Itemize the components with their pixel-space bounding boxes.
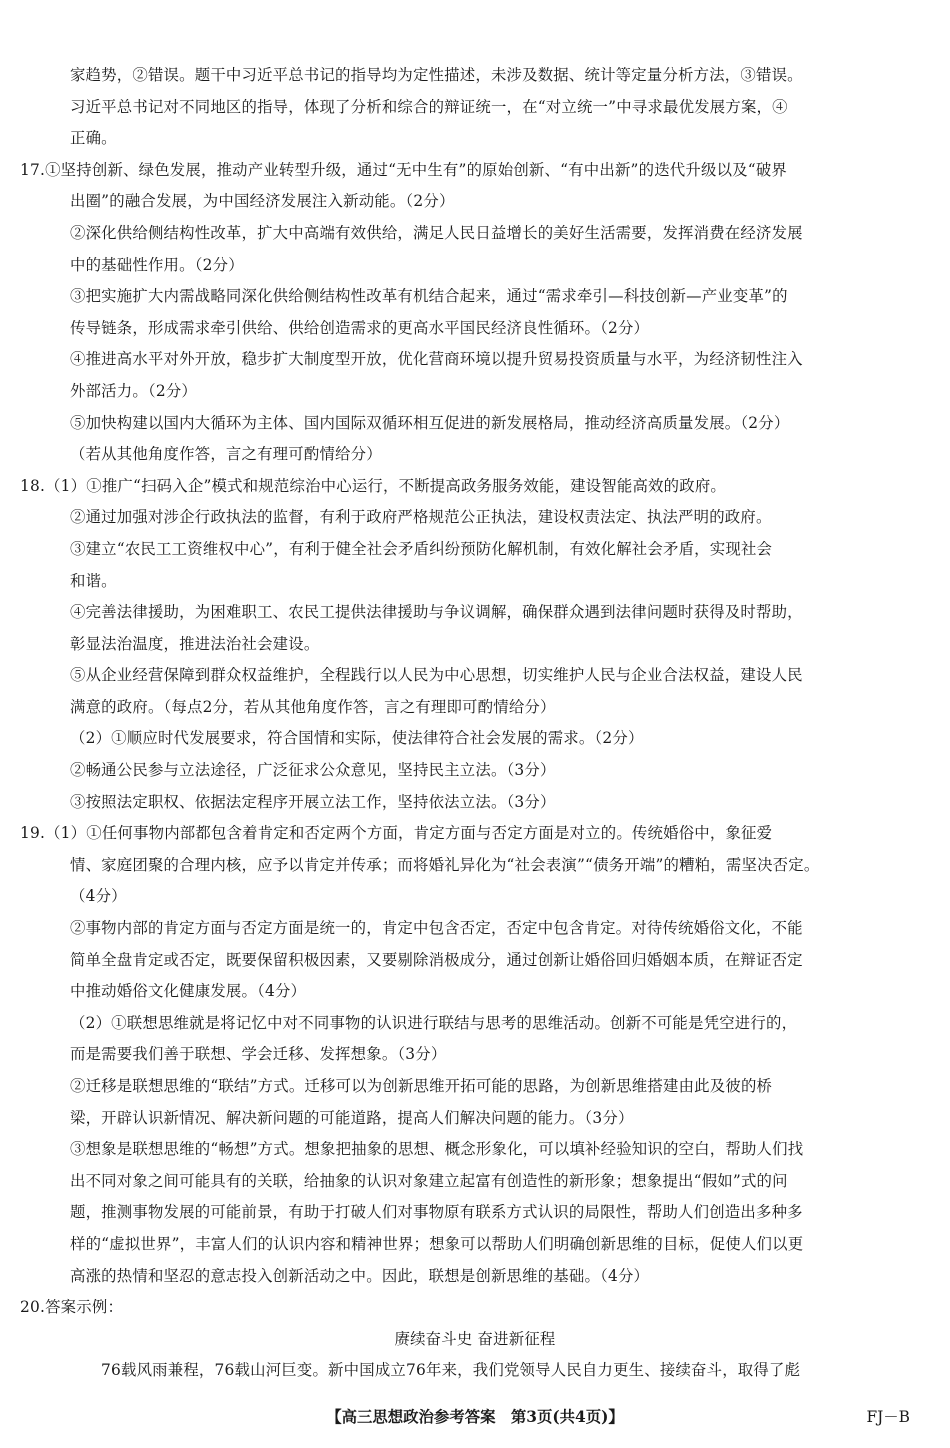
text-line: 出不同对象之间可能具有的关联，给抽象的认识对象建立起富有创造性的新形象；想象提出“假如”式的问 — [70, 1171, 788, 1190]
text-line: 而是需要我们善于联想、学会迁移、发挥想象。（3分） — [70, 1045, 447, 1064]
text-line: 19.（1）①任何事物内部都包含着肯定和否定两个方面，肯定方面与否定方面是对立的。传统婚俗中，象征爱 — [20, 824, 773, 843]
text-line: 高涨的热情和坚忍的意志投入创新活动之中。因此，联想是创新思维的基础。（4分） — [70, 1266, 650, 1285]
text-line: 习近平总书记对不同地区的指导，体现了分析和综合的辩证统一，在“对立统一”中寻求最优发展方案，④ — [70, 97, 788, 116]
text-line: （2）①联想思维就是将记忆中对不同事物的认识进行联结与思考的思维活动。创新不可能是凭空进行的， — [70, 1013, 798, 1032]
text-line: ②迁移是联想思维的“联结”方式。迁移可以为创新思维开拓可能的思路，为创新思维搭建由此及彼的桥 — [70, 1077, 773, 1095]
text-line: ②畅通公民参与立法途径，广泛征求公众意见，坚持民主立法。（3分） — [70, 761, 556, 780]
text-line: 赓续奋斗史 奋进新征程 — [394, 1329, 556, 1348]
text-line: 样的“虚拟世界”，丰富人们的认识内容和精神世界；想象可以帮助人们明确创新思维的目标，促使人们以更 — [70, 1234, 804, 1253]
text-line: 简单全盘肯定或否定，既要保留积极因素，又要剔除消极成分，通过创新让婚俗回归婚姻本质，在辩证否定 — [70, 950, 803, 969]
text-line: 76载风雨兼程，76载山河巨变。新中国成立76年来，我们党领导人民自力更生、接续奋斗，取得了彪 — [101, 1361, 801, 1380]
footer-code: FJ－B — [866, 1408, 910, 1426]
text-line: （若从其他角度作答，言之有理可酌情给分） — [70, 445, 382, 464]
answer-body — [0, 60, 950, 1387]
text-line: ②通过加强对涉企行政执法的监督，有利于政府严格规范公正执法，建设权责法定、执法严明的政府。 — [70, 508, 772, 527]
text-line: ③按照法定职权、依据法定程序开展立法工作，坚持依法立法。（3分） — [70, 792, 556, 811]
text-line: 20.答案示例： — [20, 1298, 124, 1317]
text-line: 中推动婚俗文化健康发展。（4分） — [70, 982, 307, 1001]
text-line: 梁，开辟认识新情况、解决新问题的可能道路，提高人们解决问题的能力。（3分） — [70, 1108, 634, 1127]
text-line: 题，推测事物发展的可能前景，有助于打破人们对事物原有联系方式认识的局限性，帮助人们创造出多种多 — [70, 1203, 803, 1222]
text-line: ②事物内部的肯定方面与否定方面是统一的，肯定中包含否定，否定中包含肯定。对待传统婚俗文化，不能 — [70, 919, 803, 938]
text-line: ③把实施扩大内需战略同深化供给侧结构性改革有机结合起来，通过“需求牵引—科技创新—产业变革”的 — [70, 287, 788, 306]
text-line: 家趋势，②错误。题干中习近平总书记的指导均为定性描述，未涉及数据、统计等定量分析方法，③错误。 — [70, 66, 803, 84]
text-line: ②深化供给侧结构性改革，扩大中高端有效供给，满足人民日益增长的美好生活需要，发挥消费在经济发展 — [70, 223, 803, 242]
text-line: 中的基础性作用。（2分） — [70, 255, 244, 274]
text-line: ④推进高水平对外开放，稳步扩大制度型开放，优化营商环境以提升贸易投资质量与水平，为经济韧性注入 — [70, 350, 803, 369]
text-line: 彰显法治温度，推进法治社会建设。 — [70, 634, 320, 653]
text-line: 和谐。 — [70, 571, 117, 590]
text-line: ③想象是联想思维的“畅想”方式。想象把抽象的思想、概念形象化，可以填补经验知识的空白，帮助人们找 — [70, 1140, 804, 1159]
text-line: 18.（1）①推广“扫码入企”模式和规范综治中心运行，不断提高政务服务效能，建设智能高效的政府。 — [20, 476, 727, 495]
text-line: 出圈”的融合发展，为中国经济发展注入新动能。（2分） — [70, 192, 455, 211]
text-line: 传导链条，形成需求牵引供给、供给创造需求的更高水平国民经济良性循环。（2分） — [70, 318, 650, 337]
text-line: 满意的政府。（每点2分，若从其他角度作答，言之有理即可酌情给分） — [70, 697, 556, 716]
text-line: 正确。 — [70, 129, 117, 148]
text-line: 17.①坚持创新、绿色发展，推动产业转型升级，通过“无中生有”的原始创新、“有中出新”的迭代升级以及“破界 — [20, 160, 787, 179]
text-line: ③建立“农民工工资维权中心”，有利于健全社会矛盾纠纷预防化解机制，有效化解社会矛盾，实现社会 — [70, 539, 773, 558]
text-line: （2）①顺应时代发展要求，符合国情和实际，使法律符合社会发展的需求。（2分） — [70, 729, 644, 748]
page-footer — [0, 1402, 950, 1432]
text-line: ⑤从企业经营保障到群众权益维护，全程践行以人民为中心思想，切实维护人民与企业合法权益，建设人民 — [70, 666, 803, 685]
text-line: ⑤加快构建以国内大循环为主体、国内国际双循环相互促进的新发展格局，推动经济高质量发展。（2分） — [70, 413, 790, 432]
text-line: 外部活力。（2分） — [70, 381, 198, 400]
text-line: 情、家庭团聚的合理内核，应予以肯定并传承；而将婚礼异化为“社会表演”“债务开端”的糟粕，需坚决否定。 — [70, 855, 820, 874]
footer-title: 【高三思想政治参考答案 第3页(共4页)】 — [326, 1408, 624, 1426]
text-line: （4分） — [70, 887, 127, 906]
text-line: ④完善法律援助，为困难职工、农民工提供法律援助与争议调解，确保群众遇到法律问题时获得及时帮助， — [70, 603, 803, 622]
